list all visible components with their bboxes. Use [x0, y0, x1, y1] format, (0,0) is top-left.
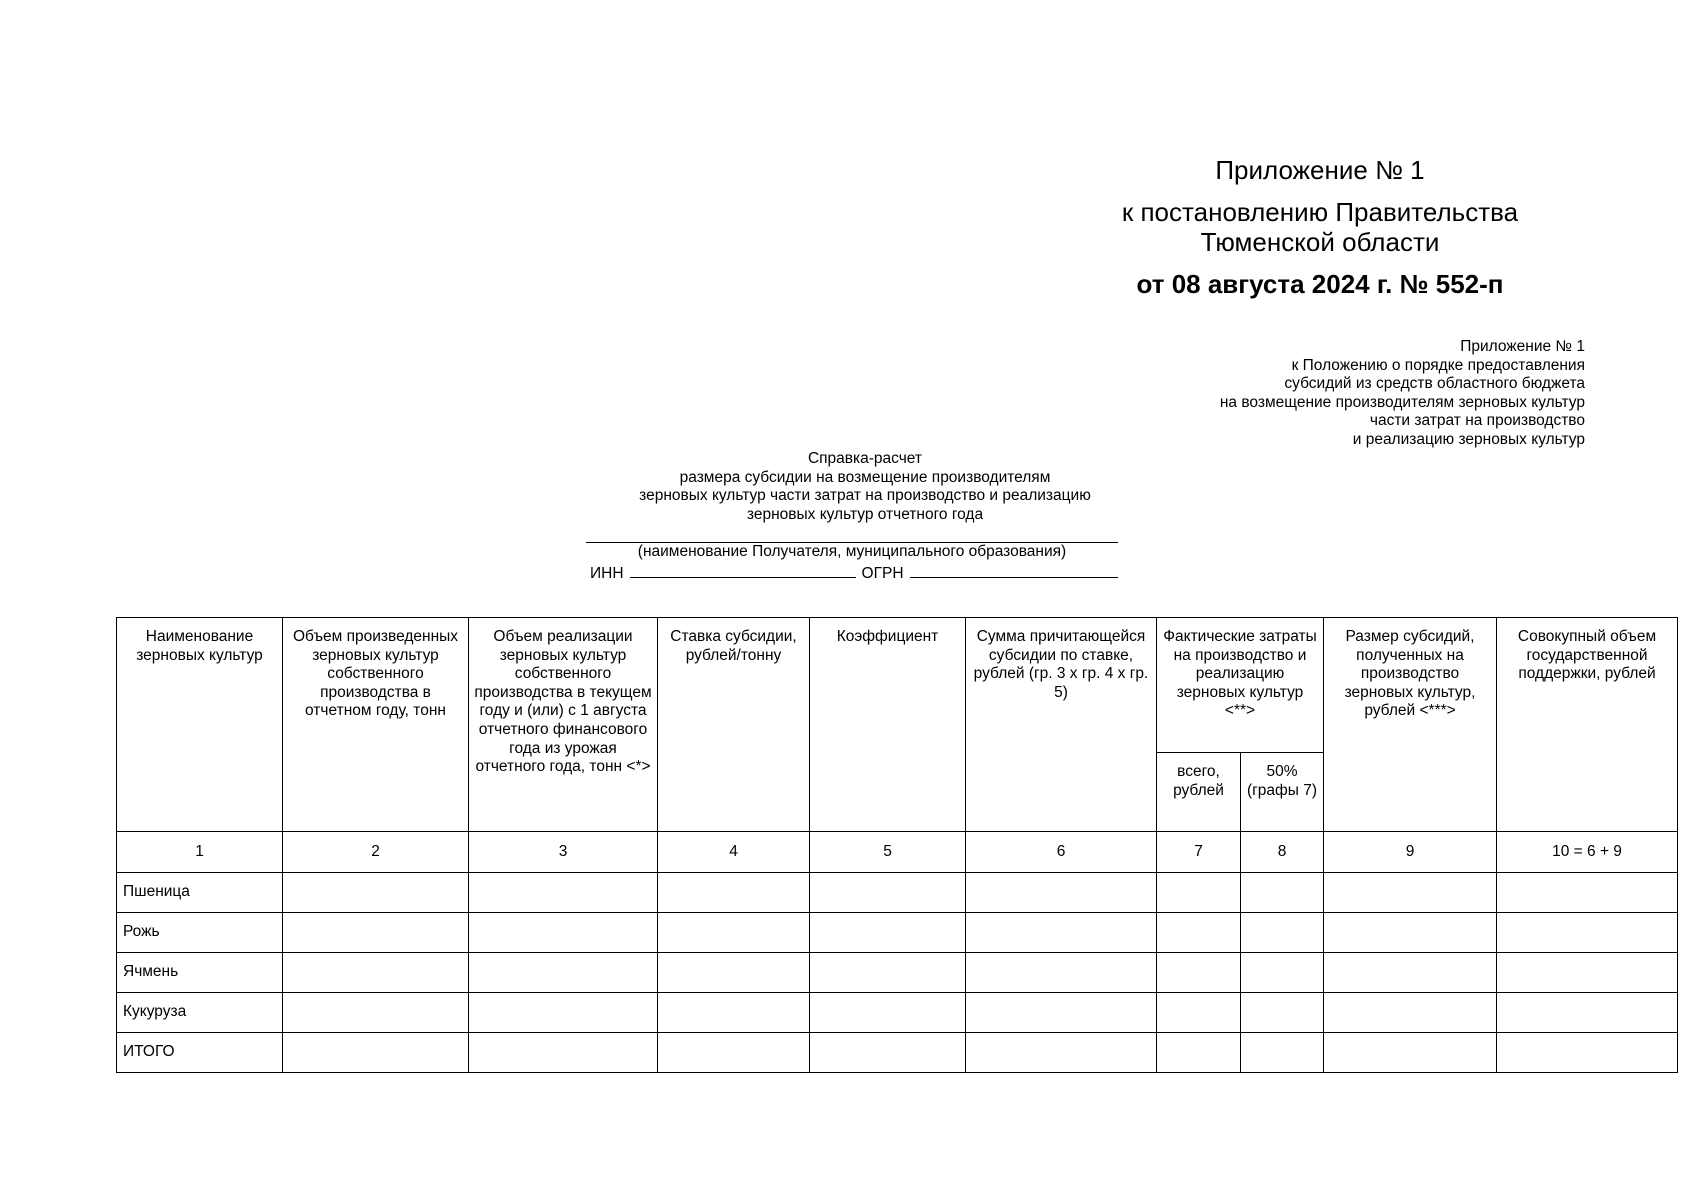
- column-number: 2: [283, 832, 469, 873]
- table-cell: [1324, 873, 1497, 913]
- header-sold-volume: Объем реализации зерновых культур собственного производства в текущем году и (или) с 1 августа отчетного финансового года из урожая отчетного года, тонн <*>: [469, 618, 658, 832]
- column-number: 9: [1324, 832, 1497, 873]
- table-cell: [469, 913, 658, 953]
- table-cell: [658, 953, 810, 993]
- subsidy-calculation-table: [116, 617, 1678, 1073]
- crop-name-cell: Ячмень: [117, 953, 283, 993]
- column-numbers-row: [117, 832, 1678, 873]
- table-cell: [810, 873, 966, 913]
- table-cell: [283, 1033, 469, 1073]
- crop-name-cell: Рожь: [117, 913, 283, 953]
- table-cell: [1497, 873, 1678, 913]
- table-cell: [658, 1033, 810, 1073]
- column-number: 4: [658, 832, 810, 873]
- ogrn-blank: [910, 563, 1118, 578]
- inn-ogrn-line: [590, 563, 1118, 584]
- crop-name-cell: Кукуруза: [117, 993, 283, 1033]
- decree-appendix-title: Приложение № 1: [1215, 155, 1425, 185]
- table-cell: [810, 993, 966, 1033]
- table-cell: [966, 913, 1157, 953]
- form-title-line: размера субсидии на возмещение производителям: [679, 468, 1051, 486]
- column-number: 5: [810, 832, 966, 873]
- table-cell: [1241, 993, 1324, 1033]
- table-row: [117, 873, 1678, 913]
- column-number: 8: [1241, 832, 1324, 873]
- table-cell: [1241, 873, 1324, 913]
- table-row: [117, 953, 1678, 993]
- table-cell: [1241, 953, 1324, 993]
- annex-line: к Положению о порядке предоставления: [1291, 356, 1585, 374]
- table-cell: [1157, 993, 1241, 1033]
- table-cell: [1241, 913, 1324, 953]
- annex-line: части затрат на производство: [1369, 412, 1585, 430]
- table-cell: [469, 873, 658, 913]
- annex-line: субсидий из средств областного бюджета: [1284, 375, 1585, 393]
- table-cell: [966, 953, 1157, 993]
- inn-blank: [630, 563, 856, 578]
- header-coefficient: Коэффициент: [810, 618, 966, 832]
- header-received-subsidies: Размер субсидий, полученных на производство зерновых культур, рублей <***>: [1324, 618, 1497, 832]
- table-cell: [810, 913, 966, 953]
- decree-date-number: от 08 августа 2024 г. № 552-п: [1136, 269, 1504, 299]
- table-cell: [1497, 993, 1678, 1033]
- column-number: 1: [117, 832, 283, 873]
- annex-line: и реализацию зерновых культур: [1352, 430, 1585, 448]
- table-cell: [1324, 913, 1497, 953]
- inn-label: ИНН: [590, 565, 624, 582]
- form-title-line: зерновых культур части затрат на производство и реализацию: [639, 487, 1091, 505]
- table-cell: [658, 873, 810, 913]
- column-number: 7: [1157, 832, 1241, 873]
- decree-header: [1080, 155, 1560, 299]
- column-number: 3: [469, 832, 658, 873]
- recipient-caption: (наименование Получателя, муниципального образования): [637, 543, 1067, 560]
- table-row-total: [117, 1033, 1678, 1073]
- table-cell: [658, 913, 810, 953]
- annex-line: на возмещение производителям зерновых культур: [1219, 393, 1585, 411]
- header-crop-name: Наименование зерновых культур: [117, 618, 283, 832]
- table-cell: [1497, 1033, 1678, 1073]
- regulation-annex-block: [1220, 338, 1585, 450]
- table-cell: [469, 993, 658, 1033]
- column-number: 6: [966, 832, 1157, 873]
- table-cell: [966, 1033, 1157, 1073]
- table-cell: [1324, 993, 1497, 1033]
- table-cell: [658, 993, 810, 1033]
- ogrn-label: ОГРН: [861, 565, 904, 582]
- table-cell: [1497, 913, 1678, 953]
- header-actual-costs: Фактические затраты на производство и реализацию зерновых культур <**>: [1157, 618, 1324, 753]
- header-costs-half: 50% (графы 7): [1241, 753, 1324, 832]
- header-produced-volume: Объем произведенных зерновых культур собственного производства в отчетном году, тонн: [283, 618, 469, 832]
- annex-line: Приложение № 1: [1460, 338, 1585, 355]
- table-cell: [283, 913, 469, 953]
- form-title-line: зерновых культур отчетного года: [746, 505, 984, 523]
- header-subsidy-rate: Ставка субсидии, рублей/тонну: [658, 618, 810, 832]
- header-total-support: Совокупный объем государственной поддержки, рублей: [1497, 618, 1678, 832]
- form-title: [590, 450, 1140, 524]
- crop-name-cell: Пшеница: [117, 873, 283, 913]
- table-cell: [283, 953, 469, 993]
- table-cell: [469, 1033, 658, 1073]
- total-label-cell: ИТОГО: [117, 1033, 283, 1073]
- table-cell: [966, 873, 1157, 913]
- table-cell: [1157, 913, 1241, 953]
- table-cell: [810, 953, 966, 993]
- table-cell: [1157, 1033, 1241, 1073]
- decree-reference-line1: к постановлению Правительства: [1121, 197, 1519, 227]
- table-cell: [1497, 953, 1678, 993]
- table-cell: [1157, 873, 1241, 913]
- column-number: 10 = 6 + 9: [1497, 832, 1678, 873]
- form-title-line: Справка-расчет: [807, 450, 923, 467]
- header-subsidy-amount: Сумма причитающейся субсидии по ставке, рублей (гр. 3 x гр. 4 x гр. 5): [966, 618, 1157, 832]
- decree-reference-line2: Тюменской области: [1200, 227, 1440, 257]
- table-cell: [1324, 953, 1497, 993]
- table-row: [117, 913, 1678, 953]
- table-cell: [1241, 1033, 1324, 1073]
- table-cell: [283, 873, 469, 913]
- table-cell: [966, 993, 1157, 1033]
- table-cell: [469, 953, 658, 993]
- table-cell: [1324, 1033, 1497, 1073]
- header-costs-total: всего, рублей: [1157, 753, 1241, 832]
- table-cell: [283, 993, 469, 1033]
- table-cell: [1157, 953, 1241, 993]
- table-row: [117, 993, 1678, 1033]
- table-cell: [810, 1033, 966, 1073]
